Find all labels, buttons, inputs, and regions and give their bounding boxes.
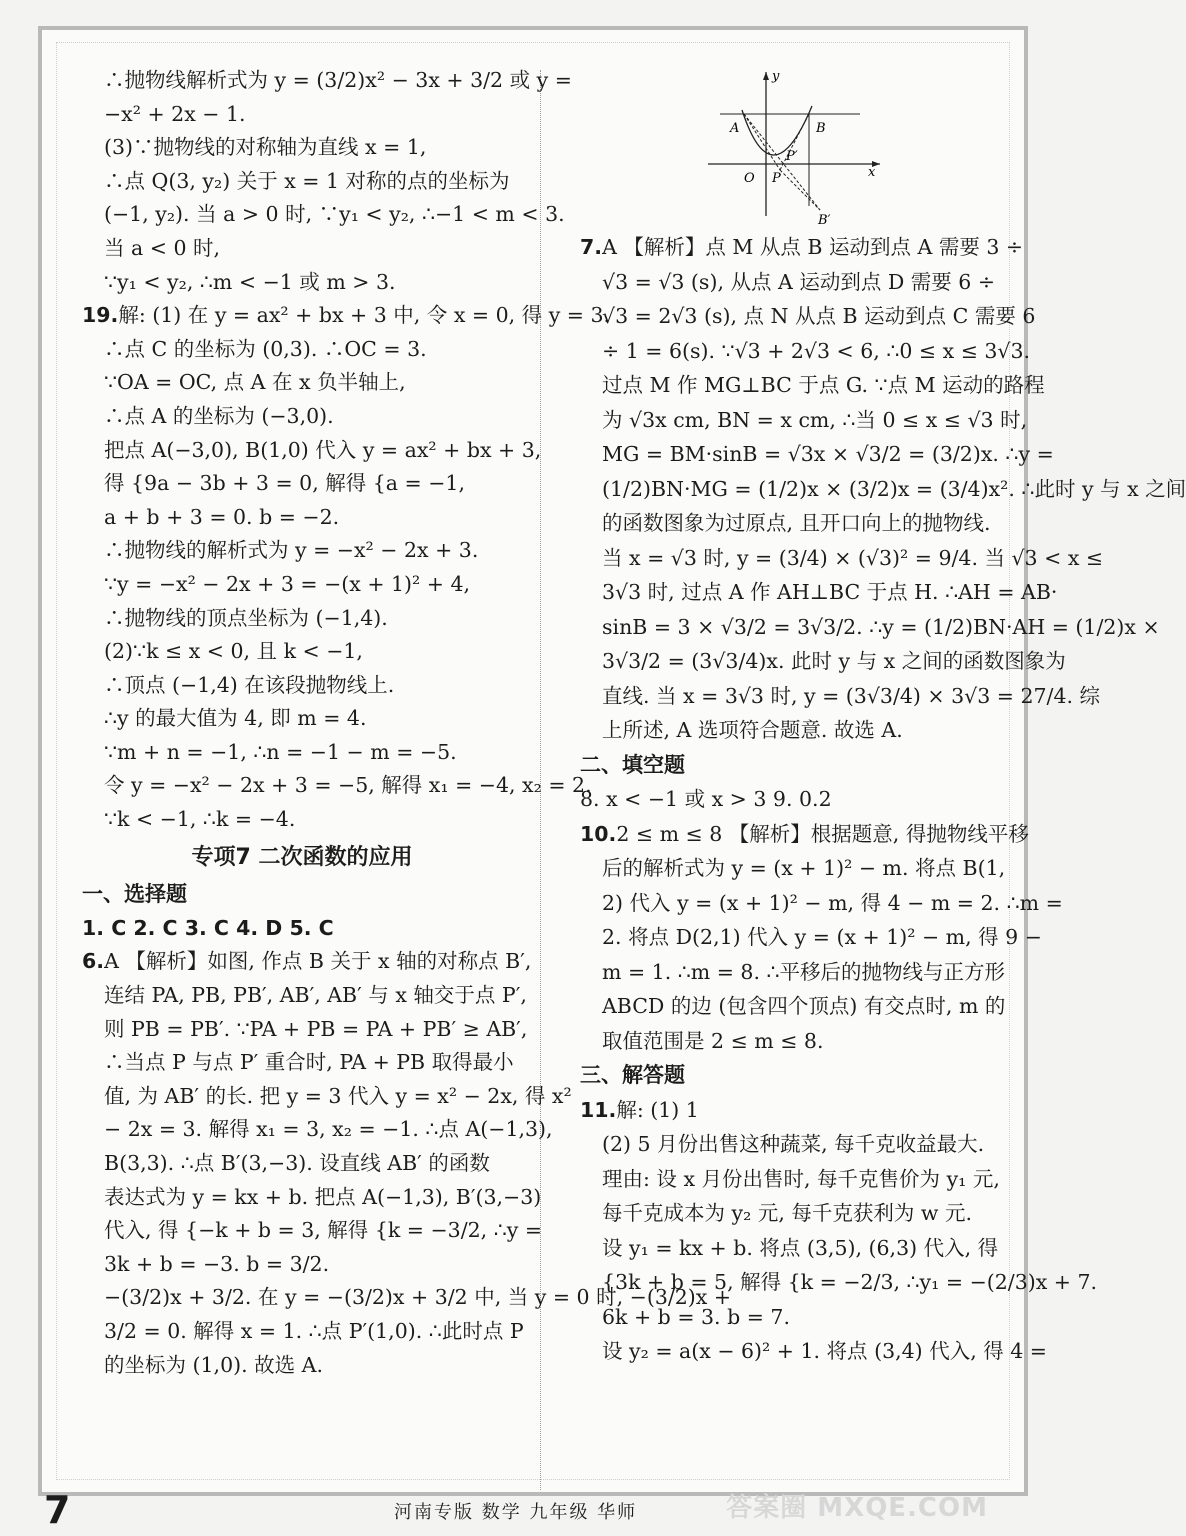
segment-pa bbox=[744, 114, 780, 170]
line-text: 设 y₁ = kx + b. 将点 (3,5), (6,3) 代入, 得 bbox=[602, 1235, 999, 1260]
question-number: 7. bbox=[580, 235, 603, 259]
line-text: −(3/2)x + 3/2. 在 y = −(3/2)x + 3/2 中, 当 y = 0 时, −(3/2)x + bbox=[104, 1285, 732, 1310]
q7-line bbox=[580, 437, 1054, 472]
left-solution-line bbox=[82, 299, 611, 333]
line-text: A 【解析】如图, 作点 B 关于 x 轴的对称点 B′, bbox=[104, 949, 532, 974]
left-solution-line bbox=[82, 568, 522, 602]
left-solution-line bbox=[82, 165, 522, 199]
line-text: 的坐标为 (1,0). 故选 A. bbox=[104, 1352, 323, 1377]
label-y: y bbox=[772, 69, 780, 84]
q6-line bbox=[82, 1147, 522, 1181]
page-number: 7 bbox=[44, 1488, 71, 1532]
label-p-prime: P′ bbox=[786, 149, 798, 164]
q10-line bbox=[580, 955, 1006, 990]
left-solution-line bbox=[82, 736, 522, 770]
q10-line bbox=[580, 1024, 1000, 1059]
q6-line bbox=[82, 1046, 522, 1080]
y-axis-arrow-icon bbox=[763, 72, 769, 80]
line-text: 值, 为 AB′ 的长. 把 y = 3 代入 y = x² − 2x, 得 x² bbox=[104, 1083, 572, 1108]
right-column bbox=[580, 230, 1186, 1369]
question-7 bbox=[580, 230, 1186, 748]
line-text: 理由: 设 x 月份出售时, 每千克售价为 y₁ 元, bbox=[602, 1166, 1000, 1191]
line-text: m = 1. ∴m = 8. ∴平移后的抛物线与正方形 bbox=[602, 959, 1006, 984]
q10-line bbox=[580, 989, 1006, 1024]
q11-line bbox=[580, 1093, 1000, 1128]
left-solution-line bbox=[82, 501, 522, 535]
line-text: 3√3/2 = (3√3/4)x. 此时 y 与 x 之间的函数图象为 bbox=[602, 649, 1066, 673]
line-text: 当 x = √3 时, y = (3/4) × (√3)² = 9/4. 当 √3 < x ≤ bbox=[602, 545, 1104, 570]
q11-line bbox=[580, 1231, 1000, 1266]
line-text: 2 ≤ m ≤ 8 【解析】根据题意, 得抛物线平移 bbox=[616, 821, 1029, 846]
left-solution-line bbox=[82, 400, 522, 434]
section-title: 专项7 二次函数的应用 bbox=[191, 844, 413, 870]
q7-line bbox=[580, 610, 1160, 645]
line-text: √3 = √3 (s), 从点 A 运动到点 D 需要 6 ÷ bbox=[602, 269, 996, 294]
fill-answers-8-9: 8. x < −1 或 x > 3 9. 0.2 bbox=[580, 787, 832, 811]
line-text: A 【解析】点 M 从点 B 运动到点 A 需要 3 ÷ bbox=[602, 235, 1024, 259]
segment-pb-prime bbox=[780, 170, 820, 210]
choice-answers: 1. C 2. C 3. C 4. D 5. C bbox=[82, 915, 334, 940]
line-text: ABCD 的边 (包含四个顶点) 有交点时, m 的 bbox=[602, 994, 1006, 1018]
q7-line bbox=[580, 644, 1066, 679]
line-text: (−1, y₂). 当 a > 0 时, ∵y₁ < y₂, ∴−1 < m < 3. bbox=[104, 202, 565, 227]
q7-line bbox=[580, 679, 1101, 714]
q7-line bbox=[580, 575, 1058, 610]
q10-line bbox=[580, 817, 1029, 852]
q6-line bbox=[82, 1315, 522, 1349]
question-number: 6. bbox=[82, 949, 105, 974]
publication-info: 河南专版 数学 九年级 华师 bbox=[394, 1502, 638, 1523]
left-solutions bbox=[82, 64, 611, 837]
q6-line bbox=[82, 1013, 528, 1047]
label-o: O bbox=[744, 171, 755, 186]
q11-line bbox=[580, 1162, 1000, 1197]
q7-line bbox=[580, 541, 1104, 576]
left-solution-line bbox=[82, 98, 522, 132]
line-text: − 2x = 3. 解得 x₁ = 3, x₂ = −1. ∴点 A(−1,3), bbox=[104, 1117, 553, 1142]
line-text: B(3,3). ∴点 B′(3,−3). 设直线 AB′ 的函数 bbox=[104, 1151, 490, 1175]
left-solution-line bbox=[82, 434, 542, 468]
line-text: {3k + b = 5, 解得 {k = −2/3, ∴y₁ = −(2/3)x + 7. bbox=[602, 1270, 1098, 1294]
label-x: x bbox=[868, 165, 876, 180]
line-text: 3k + b = −3. b = 3/2. bbox=[104, 1251, 330, 1276]
q11-line bbox=[580, 1265, 1098, 1300]
line-text: (2)∵k ≤ x < 0, 且 k < −1, bbox=[104, 639, 363, 664]
line-text: ∴当点 P 与点 P′ 重合时, PA + PB 取得最小 bbox=[104, 1050, 514, 1075]
label-b: B bbox=[816, 121, 826, 136]
question-number: 11. bbox=[580, 1097, 617, 1122]
label-p: P bbox=[772, 171, 781, 186]
q7-line bbox=[580, 368, 1045, 403]
line-text: ∴点 Q(3, y₂) 关于 x = 1 对称的点的坐标为 bbox=[104, 168, 510, 193]
q7-line bbox=[580, 506, 1000, 541]
left-solution-line bbox=[82, 198, 565, 232]
line-text: ∴抛物线的顶点坐标为 (−1,4). bbox=[104, 605, 388, 630]
line-text: −x² + 2x − 1. bbox=[104, 101, 246, 126]
line-text: 2) 代入 y = (x + 1)² − m, 得 4 − m = 2. ∴m = bbox=[602, 890, 1063, 915]
line-text: 3√3 时, 过点 A 作 AH⊥BC 于点 H. ∴AH = AB· bbox=[602, 580, 1058, 604]
q10-line bbox=[580, 920, 1042, 955]
left-solution-line bbox=[82, 131, 522, 165]
section-fill-heading: 二、填空题 bbox=[580, 752, 685, 777]
left-solution-line bbox=[82, 635, 522, 669]
line-text: 令 y = −x² − 2x + 3 = −5, 解得 x₁ = −4, x₂ = 2. bbox=[104, 773, 592, 798]
question-10 bbox=[580, 817, 1063, 1059]
line-text: (1/2)BN·MG = (1/2)x × (3/2)x = (3/4)x². ∴此时 y 与 x 之间 bbox=[602, 476, 1186, 501]
q6-line bbox=[82, 1113, 553, 1147]
parabola-diagram bbox=[700, 66, 900, 226]
q7-line bbox=[580, 265, 1000, 300]
line-text: 把点 A(−3,0), B(1,0) 代入 y = ax² + bx + 3, bbox=[104, 437, 542, 462]
page-footer bbox=[44, 1486, 1004, 1532]
q7-line bbox=[580, 713, 1000, 748]
line-text: 当 a < 0 时, bbox=[104, 235, 221, 260]
q6-line bbox=[82, 1281, 732, 1315]
line-text: ∵m + n = −1, ∴n = −1 − m = −5. bbox=[104, 739, 457, 764]
q11-line bbox=[580, 1196, 1000, 1231]
line-text: ∴抛物线的解析式为 y = −x² − 2x + 3. bbox=[104, 538, 479, 563]
question-number: 19. bbox=[82, 303, 119, 328]
q7-line bbox=[580, 230, 1024, 265]
line-text: 为 √3x cm, BN = x cm, ∴当 0 ≤ x ≤ √3 时, bbox=[602, 407, 1028, 432]
line-text: 代入, 得 {−k + b = 3, 解得 {k = −3/2, ∴y = bbox=[104, 1218, 543, 1243]
line-text: sinB = 3 × √3/2 = 3√3/2. ∴y = (1/2)BN·AH = (1/2)x × bbox=[602, 614, 1160, 639]
left-solution-line bbox=[82, 333, 522, 367]
line-text: √3 = 2√3 (s), 点 N 从点 B 运动到点 C 需要 6 bbox=[602, 304, 1036, 328]
q6-line bbox=[82, 1181, 542, 1215]
line-text: ∴y 的最大值为 4, 即 m = 4. bbox=[104, 706, 367, 731]
q6-line bbox=[82, 979, 527, 1013]
watermark: 答案圈 MXQE.COM bbox=[726, 1493, 988, 1523]
left-solution-line bbox=[82, 803, 522, 837]
line-text: (2) 5 月份出售这种蔬菜, 每千克收益最大. bbox=[602, 1132, 985, 1156]
left-solution-line bbox=[82, 534, 522, 568]
line-text: 设 y₂ = a(x − 6)² + 1. 将点 (3,4) 代入, 得 4 = bbox=[602, 1339, 1047, 1363]
q6-line bbox=[82, 1214, 543, 1248]
line-text: 过点 M 作 MG⊥BC 于点 G. ∵点 M 运动的路程 bbox=[602, 373, 1045, 397]
q6-line bbox=[82, 945, 532, 979]
line-text: 3/2 = 0. 解得 x = 1. ∴点 P′(1,0). ∴此时点 P bbox=[104, 1318, 524, 1343]
line-text: 2. 将点 D(2,1) 代入 y = (x + 1)² − m, 得 9 − bbox=[602, 925, 1042, 949]
line-text: 得 {9a − 3b + 3 = 0, 解得 {a = −1, bbox=[104, 471, 465, 496]
q11-line bbox=[580, 1300, 1000, 1335]
left-solution-line bbox=[82, 366, 522, 400]
line-text: 则 PB = PB′. ∵PA + PB = PA + PB′ ≥ AB′, bbox=[104, 1016, 528, 1041]
q10-line bbox=[580, 851, 1006, 886]
left-solution-line bbox=[82, 266, 522, 300]
q6-line bbox=[82, 1349, 522, 1383]
line-text: ∴点 A 的坐标为 (−3,0). bbox=[104, 403, 334, 428]
q7-line bbox=[580, 403, 1028, 438]
left-solution-line bbox=[82, 602, 522, 636]
line-text: 连结 PA, PB, PB′, AB′, AB′ 与 x 轴交于点 P′, bbox=[104, 983, 527, 1008]
section-solve-heading: 三、解答题 bbox=[580, 1063, 685, 1087]
left-solution-line bbox=[82, 769, 592, 803]
line-text: 取值范围是 2 ≤ m ≤ 8. bbox=[602, 1028, 824, 1053]
line-text: 6k + b = 3. b = 7. bbox=[602, 1304, 790, 1329]
line-text: ∵OA = OC, 点 A 在 x 负半轴上, bbox=[104, 370, 406, 395]
line-text: 后的解析式为 y = (x + 1)² − m. 将点 B(1, bbox=[602, 856, 1006, 880]
left-solution-line bbox=[82, 467, 522, 501]
left-solution-line bbox=[82, 232, 522, 266]
q6-line bbox=[82, 1080, 572, 1114]
line-text: ∵k < −1, ∴k = −4. bbox=[104, 807, 296, 832]
line-text: 表达式为 y = kx + b. 把点 A(−1,3), B′(3,−3) bbox=[104, 1184, 542, 1209]
line-text: 解: (1) 1 bbox=[616, 1097, 699, 1122]
q10-line bbox=[580, 886, 1063, 921]
question-11 bbox=[580, 1093, 1098, 1369]
label-a: A bbox=[730, 121, 740, 136]
q7-line bbox=[580, 334, 1031, 369]
line-text: MG = BM·sinB = √3x × √3/2 = (3/2)x. ∴y = bbox=[602, 442, 1054, 466]
line-text: ∴抛物线解析式为 y = (3/2)x² − 3x + 3/2 或 y = bbox=[104, 68, 572, 92]
section-choice-heading: 一、选择题 bbox=[82, 882, 187, 907]
line-text: ∵y₁ < y₂, ∴m < −1 或 m > 3. bbox=[104, 269, 396, 294]
q7-line bbox=[580, 299, 1036, 334]
line-text: ∴顶点 (−1,4) 在该段抛物线上. bbox=[104, 672, 395, 697]
line-text: 每千克成本为 y₂ 元, 每千克获利为 w 元. bbox=[602, 1201, 972, 1225]
label-b-prime: B′ bbox=[818, 213, 831, 228]
parabola-curve bbox=[742, 106, 812, 155]
q11-line bbox=[580, 1334, 1047, 1369]
line-text: a + b + 3 = 0. b = −2. bbox=[104, 504, 340, 529]
line-text: ∴点 C 的坐标为 (0,3). ∴OC = 3. bbox=[104, 336, 427, 361]
line-text: 的函数图象为过原点, 且开口向上的抛物线. bbox=[602, 511, 991, 535]
line-text: 解: (1) 在 y = ax² + bx + 3 中, 令 x = 0, 得 y = 3. bbox=[118, 303, 611, 328]
left-solution-line bbox=[82, 669, 522, 703]
line-text: 直线. 当 x = 3√3 时, y = (3√3/4) × 3√3 = 27/4. 综 bbox=[602, 683, 1101, 708]
left-solution-line bbox=[82, 702, 522, 736]
q7-line bbox=[580, 472, 1186, 507]
q11-line bbox=[580, 1127, 1000, 1162]
line-text: ÷ 1 = 6(s). ∵√3 + 2√3 < 6, ∴0 ≤ x ≤ 3√3. bbox=[602, 338, 1031, 363]
line-text: ∵y = −x² − 2x + 3 = −(x + 1)² + 4, bbox=[104, 571, 471, 596]
question-number: 10. bbox=[580, 821, 617, 846]
line-text: (3)∵抛物线的对称轴为直线 x = 1, bbox=[104, 135, 427, 160]
q6-line bbox=[82, 1248, 522, 1282]
line-text: 上所述, A 选项符合题意. 故选 A. bbox=[602, 718, 903, 742]
left-solution-line bbox=[82, 64, 572, 98]
